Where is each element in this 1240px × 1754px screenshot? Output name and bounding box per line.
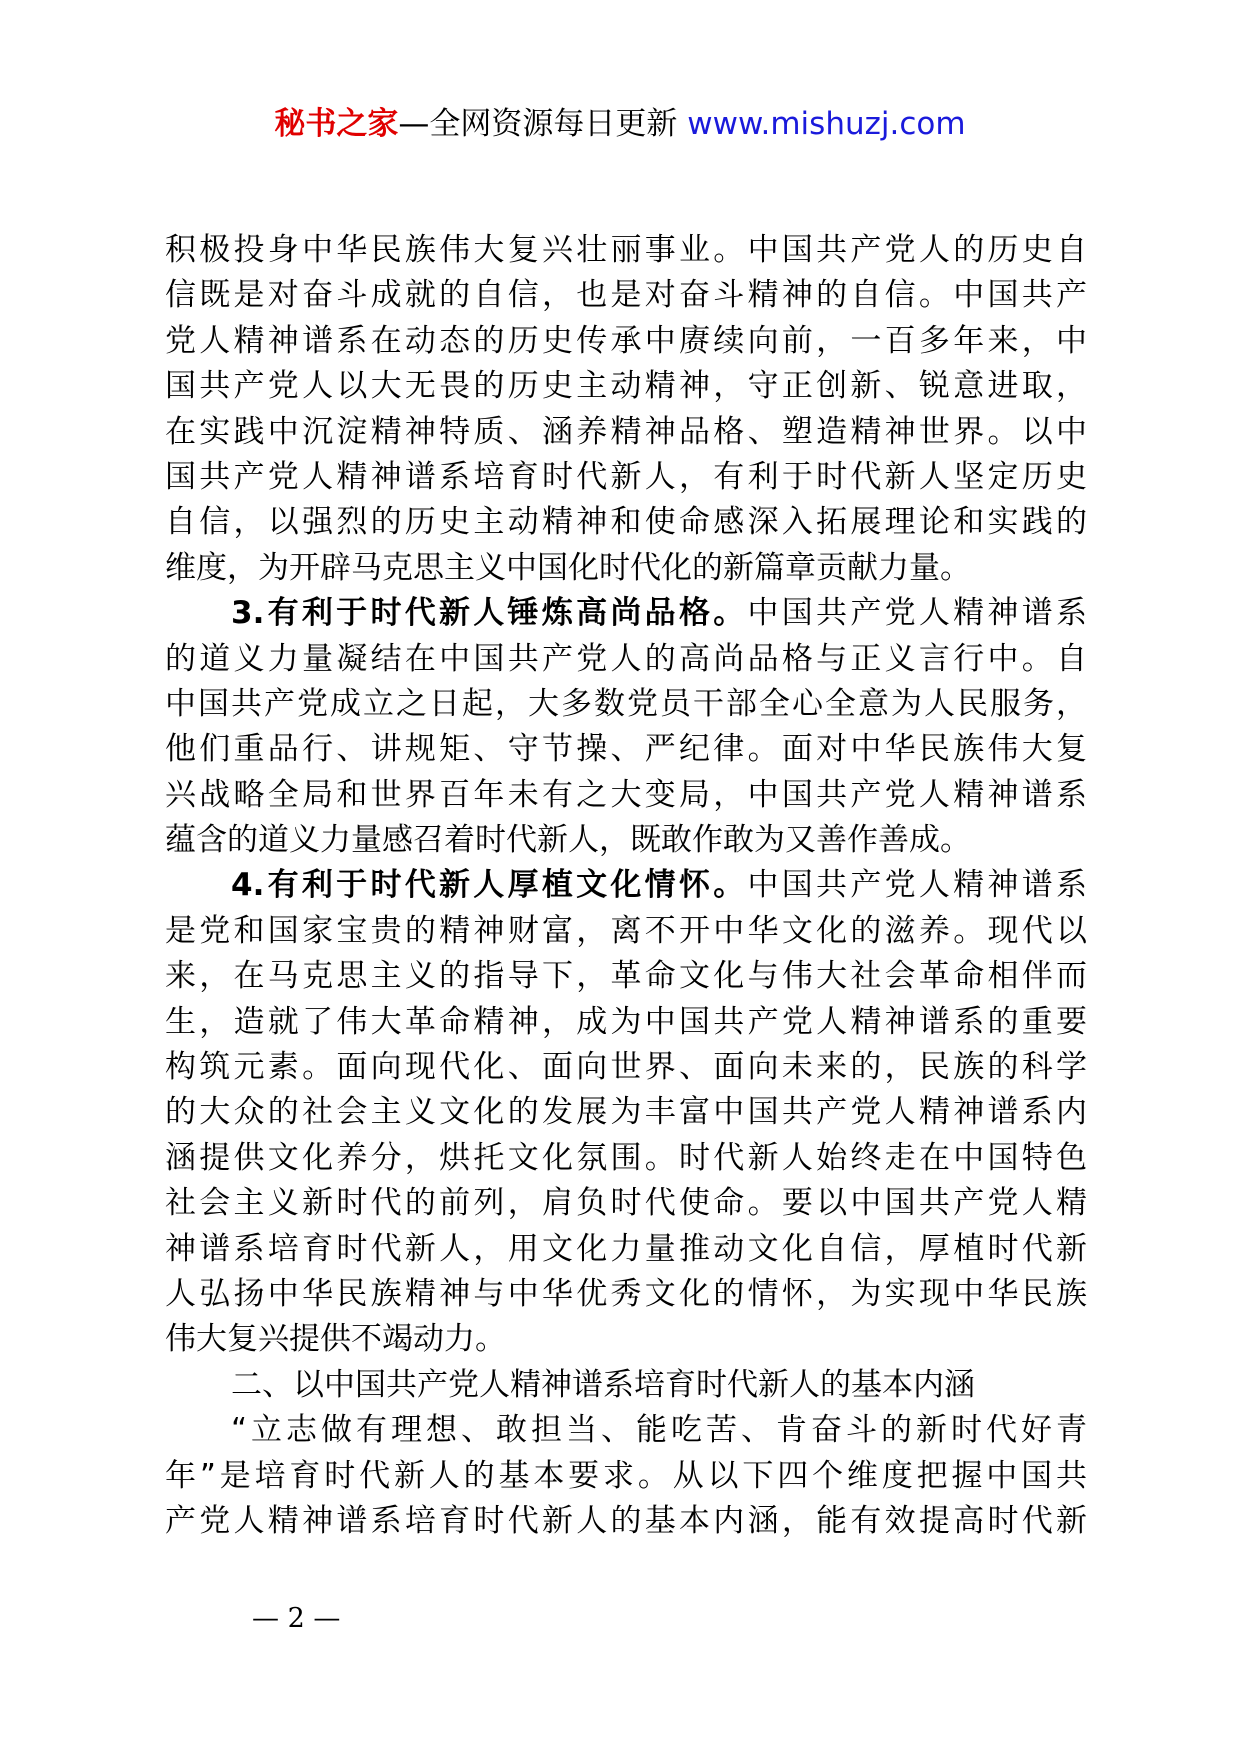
brand-name: 秘书之家	[274, 106, 399, 142]
body-line: 在实践中沉淀精神特质、涵养精神品格、塑造精神世界。以中	[165, 413, 1087, 450]
point-4-first-line	[165, 863, 1087, 908]
point-3-line: 的道义力量凝结在中国共产党人的高尚品格与正义言行中。自	[165, 640, 1087, 677]
point-4-line: 的大众的社会主义文化的发展为丰富中国共产党人精神谱系内	[165, 1094, 1087, 1131]
section-2-title: 二、以中国共产党人精神谱系培育时代新人的基本内涵	[231, 1366, 975, 1403]
header-tagline: —全网资源每日更新	[398, 106, 678, 142]
body-line: 国共产党人精神谱系培育时代新人，有利于时代新人坚定历史	[165, 458, 1087, 495]
body-line: 自信，以强烈的历史主动精神和使命感深入拓展理论和实践的	[165, 504, 1087, 541]
point-4-line: 伟大复兴提供不竭动力。	[165, 1321, 506, 1358]
body-line: 信既是对奋斗成就的自信，也是对奋斗精神的自信。中国共产	[165, 277, 1087, 314]
body-line: 党人精神谱系在动态的历史传承中赓续向前，一百多年来，中	[165, 322, 1087, 359]
document-body	[165, 228, 1087, 1544]
site-header	[0, 104, 1240, 144]
point-4-line: 社会主义新时代的前列，肩负时代使命。要以中国共产党人精	[165, 1185, 1087, 1222]
point-3-first-line	[165, 591, 1087, 636]
point-3-line: 兴战略全局和世界百年未有之大变局，中国共产党人精神谱系	[165, 776, 1087, 813]
point-3-heading: 3.有利于时代新人锤炼高尚品格。	[231, 595, 748, 632]
section-2-line: 年”是培育时代新人的基本要求。从以下四个维度把握中国共	[165, 1457, 1087, 1494]
point-4-heading: 4.有利于时代新人厚植文化情怀。	[231, 867, 748, 904]
point-4-first-line-rest: 中国共产党人精神谱系	[747, 867, 1087, 904]
point-4-line: 是党和国家宝贵的精神财富，离不开中华文化的滋养。现代以	[165, 912, 1087, 949]
page-number: — 2 —	[252, 1603, 341, 1634]
body-line: 积极投身中华民族伟大复兴壮丽事业。中国共产党人的历史自	[165, 232, 1087, 268]
section-2-line: “立志做有理想、敢担当、能吃苦、肯奋斗的新时代好青	[231, 1412, 1087, 1449]
point-4-line: 神谱系培育时代新人，用文化力量推动文化自信，厚植时代新	[165, 1230, 1087, 1267]
body-line: 维度，为开辟马克思主义中国化时代化的新篇章贡献力量。	[165, 549, 971, 586]
section-2-line: 产党人精神谱系培育时代新人的基本内涵，能有效提高时代新	[165, 1502, 1087, 1539]
point-3-line: 中国共产党成立之日起，大多数党员干部全心全意为人民服务，	[165, 685, 1087, 722]
body-line: 国共产党人以大无畏的历史主动精神，守正创新、锐意进取，	[165, 368, 1087, 405]
point-3-line: 他们重品行、讲规矩、守节操、严纪律。面对中华民族伟大复	[165, 731, 1087, 768]
point-3-first-line-rest: 中国共产党人精神谱系	[747, 595, 1087, 632]
point-4-line: 来，在马克思主义的指导下，革命文化与伟大社会革命相伴而	[165, 958, 1087, 995]
point-3-line: 蕴含的道义力量感召着时代新人，既敢作敢为又善作善成。	[165, 822, 971, 859]
point-4-line: 人弘扬中华民族精神与中华优秀文化的情怀，为实现中华民族	[165, 1275, 1087, 1312]
point-4-line: 构筑元素。面向现代化、面向世界、面向未来的，民族的科学	[165, 1049, 1087, 1086]
site-url-link[interactable]: www.mishuzj.com	[687, 106, 966, 142]
point-4-line: 生，造就了伟大革命精神，成为中国共产党人精神谱系的重要	[165, 1003, 1087, 1040]
point-4-line: 涵提供文化养分，烘托文化氛围。时代新人始终走在中国特色	[165, 1139, 1087, 1176]
